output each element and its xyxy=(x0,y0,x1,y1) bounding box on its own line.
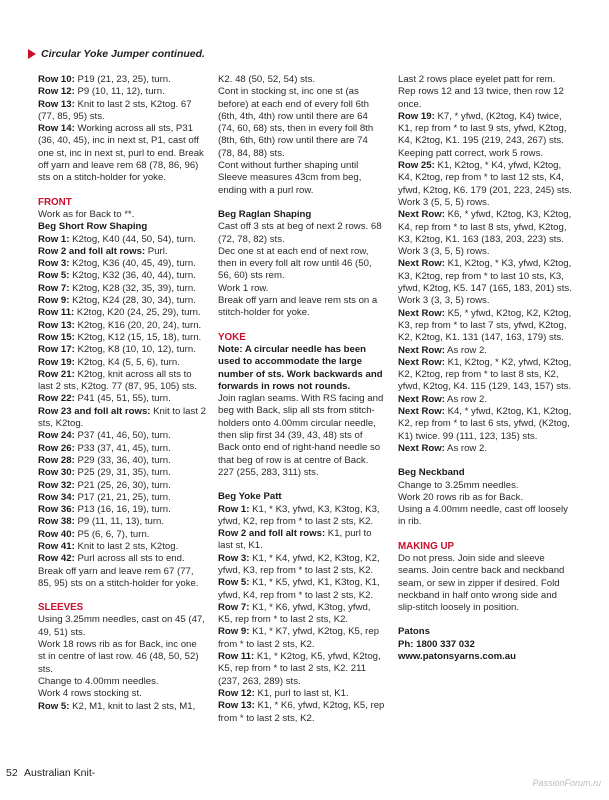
paragraph xyxy=(38,246,206,258)
paragraph xyxy=(38,234,206,246)
paragraph-label: Row 21: xyxy=(38,368,75,380)
paragraph xyxy=(398,111,574,148)
paragraph-text: P17 (21, 21, 25), turn. xyxy=(74,491,171,503)
paragraph-text: Work 4 rows stocking st. xyxy=(38,688,142,700)
paragraph-text: K2tog, knit across all sts to last 2 sts, K2tog. 77 (87, 95, 105) sts. xyxy=(38,368,197,393)
watermark: PassionForum.ru xyxy=(532,778,601,788)
paragraph-label: Row 7: xyxy=(38,282,70,294)
page-footer xyxy=(6,767,95,779)
paragraph xyxy=(38,455,206,467)
paragraph-text: P19 (21, 23, 25), turn. xyxy=(74,74,171,85)
paragraph xyxy=(218,577,386,602)
paragraph-text: K6, * yfwd, K2tog, K3, K2tog, K4, rep from * to last 8 sts, yfwd, K2tog, K3, K2tog, K1. 163 (183, 203, 223) sts. xyxy=(398,209,572,245)
paragraph-label: Row 9: xyxy=(218,626,250,638)
paragraph-label: Row 15: xyxy=(38,331,75,343)
paragraph xyxy=(38,480,206,492)
paragraph-label: Row 11: xyxy=(38,307,75,319)
paragraph xyxy=(38,86,206,98)
paragraph-label: www.patonsyarns.com.au xyxy=(398,651,516,663)
paragraph-label: Row 38: xyxy=(38,516,75,528)
paragraph-label: Row 2 and foll alt rows: xyxy=(38,245,146,257)
paragraph-text: K2tog, K32 (36, 40, 44), turn. xyxy=(69,270,196,282)
paragraph xyxy=(38,516,206,528)
paragraph xyxy=(398,345,574,357)
triangle-bullet-icon xyxy=(28,49,36,59)
paragraph xyxy=(398,308,574,345)
paragraph xyxy=(38,430,206,442)
paragraph-label: Row 5: xyxy=(38,700,70,712)
paragraph-label: Note: A circular needle has been used to accommodate the large number of sts. Work backwards and forwards in rows not rounds. xyxy=(218,343,383,392)
paragraph xyxy=(38,74,206,86)
paragraph-label: Row 30: xyxy=(38,467,75,479)
paragraph-text: Dec one st at each end of next row, then in every foll alt row until 46 (50, 56, 60) sts rem. xyxy=(218,245,372,282)
paragraph-text: K4, * yfwd, K2tog, K1, K2tog, K2, rep from * to last 6 sts, yfwd, (K2tog, K1) twice. 99 (111, 123, 135) sts. xyxy=(398,406,572,442)
paragraph xyxy=(218,651,386,688)
paragraph-text: K2tog, K12 (15, 15, 18), turn. xyxy=(74,331,202,343)
paragraph-text: Using a 4.00mm needle, cast off loosely in rib. xyxy=(398,504,568,528)
subheading xyxy=(218,209,386,221)
paragraph-label: Next Row: xyxy=(398,209,445,221)
paragraph-label: Next Row: xyxy=(398,406,445,418)
paragraph xyxy=(38,553,206,590)
paragraph xyxy=(218,688,386,700)
paragraph-text: K1, purl to last st, K1. xyxy=(218,528,372,552)
paragraph-text: Change to 3.25mm needles. xyxy=(398,479,519,491)
paragraph xyxy=(218,626,386,651)
paragraph xyxy=(38,701,206,713)
paragraph xyxy=(398,357,574,394)
paragraph-text: Cont without further shaping until Sleeve measures 43cm from beg, ending with a purl row. xyxy=(218,160,362,196)
paragraph-label: Row 5: xyxy=(38,270,70,282)
paragraph xyxy=(38,99,206,124)
paragraph xyxy=(38,492,206,504)
paragraph-label: Row 7: xyxy=(218,601,250,613)
paragraph-text: Knit to last 2 sts, K2tog. 67 (77, 85, 95) sts. xyxy=(38,98,192,122)
paragraph-label: Row 41: xyxy=(38,540,75,552)
paragraph-label: Row 19: xyxy=(398,110,435,122)
paragraph-label: Row 42: xyxy=(38,553,75,565)
paragraph-text: Work 1 row. xyxy=(218,282,269,294)
paragraph-text: K2tog, K8 (10, 10, 12), turn. xyxy=(74,344,196,356)
subheading-text: Patons xyxy=(398,626,430,638)
paragraph xyxy=(38,369,206,394)
paragraph xyxy=(38,467,206,479)
subheading-text: Beg Yoke Patt xyxy=(218,491,282,503)
paragraph-label: Next Row: xyxy=(398,307,445,319)
paragraph-label: Row 14: xyxy=(38,123,75,135)
paragraph-text: Do not press. Join side and sleeve seams. Join centre back and neckband seam, or sew in zipper if desired. Fold neckband in half onto wrong side and slip-stitch loosely in position. xyxy=(398,552,565,614)
paragraph-text: K1, K2tog, * K2, yfwd, K2tog, K2, K2tog, rep from * to last 8 sts, K2, yfwd, K2tog, K4. 115 (129, 143, 157) sts. xyxy=(398,356,572,393)
paragraph-text: As row 2. xyxy=(444,393,488,405)
column-2 xyxy=(218,74,386,725)
paragraph xyxy=(218,528,386,553)
paragraph xyxy=(38,307,206,319)
paragraph-text: As row 2. xyxy=(444,344,488,356)
paragraph-text: K2. 48 (50, 52, 54) sts. xyxy=(218,74,316,85)
paragraph-text: K2tog, K16 (20, 20, 24), turn. xyxy=(74,319,202,331)
paragraph xyxy=(38,443,206,455)
paragraph-label: Row 3: xyxy=(38,258,70,270)
paragraph-text: Cast off 3 sts at beg of next 2 rows. 68 (72, 78, 82) sts. xyxy=(218,221,382,245)
paragraph-text: Join raglan seams. With RS facing and beg with Back, slip all sts from stitch-holders onto 4.00mm circular needle, then slip first 34 (39, 43, 48) sts of Back onto end of right-hand needle so that beg of row is at centre of Back. 227 (255, 283, 311) sts. xyxy=(218,393,384,478)
paragraph xyxy=(218,504,386,529)
subheading xyxy=(218,491,386,503)
paragraph xyxy=(398,197,574,209)
paragraph-text: Work 20 rows rib as for Back. xyxy=(398,491,524,503)
paragraph-text: K2tog, K4 (5, 5, 6), turn. xyxy=(74,356,180,368)
paragraph xyxy=(398,492,574,504)
paragraph-label: Row 3: xyxy=(218,552,250,564)
paragraph-label: Row 24: xyxy=(38,430,75,442)
paragraph-label: Next Row: xyxy=(398,344,445,356)
paragraph-label: Row 34: xyxy=(38,491,75,503)
paragraph-text: K7, * yfwd, (K2tog, K4) twice, K1, rep from * to last 9 sts, yfwd, K2tog, K4, K2tog, K1. 195 (219, 243, 267) sts. xyxy=(398,110,567,147)
paragraph-label: Row 13: xyxy=(38,98,75,110)
paragraph xyxy=(38,258,206,270)
paragraph xyxy=(398,394,574,406)
paragraph xyxy=(218,553,386,578)
paragraph-text: Knit to last 2 sts, K2tog. xyxy=(74,540,179,552)
subheading-text: Beg Raglan Shaping xyxy=(218,208,312,220)
paragraph-text: As row 2. xyxy=(444,442,488,454)
paragraph-label: Next Row: xyxy=(398,356,445,368)
paragraph xyxy=(38,344,206,356)
paragraph xyxy=(398,209,574,246)
paragraph xyxy=(398,246,574,258)
paragraph xyxy=(38,320,206,332)
paragraph-text: K2tog, K40 (44, 50, 54), turn. xyxy=(69,233,196,245)
paragraph xyxy=(38,332,206,344)
paragraph-text: K2, M1, knit to last 2 sts, M1, xyxy=(69,700,196,712)
paragraph xyxy=(398,74,574,111)
paragraph-label: Row 10: xyxy=(38,74,75,85)
paragraph xyxy=(38,639,206,676)
section-heading: SLEEVES xyxy=(38,602,84,614)
paragraph-text: K1, * K7, yfwd, K2tog, K5, rep from * to last 2 sts, K2. xyxy=(218,626,380,650)
column-3 xyxy=(398,74,574,663)
paragraph xyxy=(398,258,574,295)
paragraph-text: P5 (6, 6, 7), turn. xyxy=(74,528,150,540)
paragraph-text: Last 2 rows place eyelet patt for rem. Rep rows 12 and 13 twice, then row 12 once. xyxy=(398,74,564,110)
paragraph-label: Row 13: xyxy=(218,700,255,712)
subheading xyxy=(398,626,574,638)
paragraph-text: K1, purl to last st, K1. xyxy=(254,687,349,699)
paragraph xyxy=(38,270,206,282)
paragraph-text: K1, * K6, yfwd, K2tog, K5, rep from * to last 2 sts, K2. xyxy=(218,700,385,724)
paragraph xyxy=(38,529,206,541)
magazine-name: Australian Knit- xyxy=(24,767,96,779)
paragraph xyxy=(38,504,206,516)
paragraph-label: Row 23 and foll alt rows: xyxy=(38,405,151,417)
paragraph-label: Row 17: xyxy=(38,344,75,356)
paragraph-label: Row 2 and foll alt rows: xyxy=(218,528,326,540)
paragraph-label: Beg Short Row Shaping xyxy=(38,221,148,233)
paragraph-text: K2tog, K24 (28, 30, 34), turn. xyxy=(69,295,196,307)
paragraph-text: Work 3 (5, 5, 5) rows. xyxy=(398,196,490,208)
section-heading: FRONT xyxy=(38,196,72,208)
paragraph-label: Row 1: xyxy=(218,503,250,515)
paragraph-text: P41 (45, 51, 55), turn. xyxy=(74,393,171,405)
paragraph xyxy=(218,602,386,627)
paragraph xyxy=(38,221,206,233)
paragraph-text: K2tog, K36 (40, 45, 49), turn. xyxy=(69,258,196,270)
paragraph-text: K1, * K2tog, K5, yfwd, K2tog, K5, rep from * to last 2 sts, K2. 211 (237, 263, 289) sts. xyxy=(218,651,381,687)
paragraph-text: K1, * K3, yfwd, K3, K3tog, K3, yfwd, K2, rep from * to last 2 sts, K2. xyxy=(218,503,380,527)
paragraph-text: Work as for Back to **. xyxy=(38,208,135,220)
paragraph-label: Row 11: xyxy=(218,651,255,663)
paragraph-text: K1, * K4, yfwd, K2, K3tog, K2, yfwd, K3, rep from * to last 2 sts, K2. xyxy=(218,552,380,576)
paragraph-text: P9 (10, 11, 12), turn. xyxy=(74,86,165,98)
paragraph xyxy=(218,74,386,86)
paragraph xyxy=(38,295,206,307)
paragraph xyxy=(398,480,574,492)
paragraph-label: Row 13: xyxy=(38,319,75,331)
paragraph-text: Change to 4.00mm needles. xyxy=(38,675,159,687)
paragraph-label: Row 25: xyxy=(398,160,435,172)
paragraph-text: K2tog, K28 (32, 35, 39), turn. xyxy=(69,282,196,294)
paragraph xyxy=(38,676,206,688)
paragraph xyxy=(398,443,574,455)
paragraph-label: Ph: 1800 337 032 xyxy=(398,638,475,650)
paragraph-text: Work 3 (3, 5, 5) rows. xyxy=(398,246,490,258)
paragraph-label: Row 19: xyxy=(38,356,75,368)
paragraph-label: Row 36: xyxy=(38,504,75,516)
paragraph xyxy=(398,504,574,529)
paragraph xyxy=(218,246,386,283)
paragraph-text: K1, K2tog, * K3, yfwd, K2tog, K3, K2tog, rep from * to last 10 sts, K3, yfwd, K2tog, K5. 147 (165, 183, 201) sts. xyxy=(398,258,572,295)
paragraph-text: Work 3 (3, 3, 5) rows. xyxy=(398,295,490,307)
section-heading: MAKING UP xyxy=(398,540,455,552)
paragraph xyxy=(38,209,206,221)
paragraph-text: P13 (16, 16, 19), turn. xyxy=(74,504,171,516)
paragraph-label: Row 12: xyxy=(218,687,255,699)
paragraph xyxy=(398,295,574,307)
paragraph-text: K5, * yfwd, K2tog, K2, K2tog, K3, rep from * to last 7 sts, yfwd, K2tog, K2, K2tog, K1. 131 (147, 163, 179) sts. xyxy=(398,307,572,344)
paragraph-text: K1, * K5, yfwd, K1, K3tog, K1, yfwd, K4, rep from * to last 2 sts, K2. xyxy=(218,577,380,601)
paragraph-text: Work 18 rows rib as for Back, inc one st in centre of last row. 46 (48, 50, 52) sts. xyxy=(38,639,199,675)
paragraph-text: Cont in stocking st, inc one st (as before) at each end of every foll 6th (6th, 4th, 4th) row until there are 64 (74, 60, 68) sts, then in every foll 8th (8th, 6th, 6th) row until there are 74 (78, 84, 88) sts. xyxy=(218,86,374,159)
paragraph xyxy=(218,221,386,246)
paragraph-text: Purl across all sts to end. Break off yarn and leave rem 67 (77, 85, 95) sts on a stitch-holder for yoke. xyxy=(38,553,199,589)
paragraph-label: Row 32: xyxy=(38,479,75,491)
paragraph-text: P37 (41, 46, 50), turn. xyxy=(74,430,171,442)
paragraph xyxy=(38,541,206,553)
paragraph xyxy=(218,283,386,295)
paragraph xyxy=(218,700,386,725)
paragraph xyxy=(38,357,206,369)
paragraph xyxy=(218,344,386,393)
paragraph xyxy=(398,639,574,651)
paragraph-text: P21 (25, 26, 30), turn. xyxy=(74,479,171,491)
paragraph-text: P25 (29, 31, 35), turn. xyxy=(74,467,171,479)
paragraph xyxy=(38,406,206,431)
paragraph-text: Working across all sts, P31 (36, 40, 45), inc in next st, P1, cast off one st, inc in next st, purl to end. Break off yarn and leave rem 68 (78, 86, 96) sts on a stitch-holder for yoke. xyxy=(38,123,204,184)
page-title: Circular Yoke Jumper continued. xyxy=(41,48,205,60)
paragraph-label: Row 9: xyxy=(38,295,70,307)
paragraph-text: Break off yarn and leave rem sts on a stitch-holder for yoke. xyxy=(218,295,378,319)
paragraph-label: Row 22: xyxy=(38,393,75,405)
paragraph-text: K2tog, K20 (24, 25, 29), turn. xyxy=(74,307,201,319)
paragraph xyxy=(38,614,206,639)
paragraph-label: Row 12: xyxy=(38,86,75,98)
paragraph-label: Row 5: xyxy=(218,577,250,589)
paragraph-text: P33 (37, 41, 45), turn. xyxy=(74,442,171,454)
paragraph-label: Next Row: xyxy=(398,393,445,405)
subheading-text: Beg Neckband xyxy=(398,467,465,479)
paragraph-text: Knit to last 2 sts, K2tog. xyxy=(38,405,206,430)
paragraph xyxy=(218,86,386,160)
paragraph xyxy=(38,283,206,295)
paragraph-text: P29 (33, 36, 40), turn. xyxy=(74,454,171,466)
paragraph-label: Next Row: xyxy=(398,442,445,454)
paragraph xyxy=(398,651,574,663)
paragraph-text: K1, * K6, yfwd, K3tog, yfwd, K5, rep from * to last 2 sts, K2. xyxy=(218,601,371,626)
paragraph-text: K1, K2tog, * K4, yfwd, K2tog, K4, K2tog, rep from * to last 12 sts, K4, yfwd, K2tog, K6. 179 (201, 223, 245) sts. xyxy=(398,160,572,196)
paragraph xyxy=(38,688,206,700)
paragraph xyxy=(218,393,386,479)
paragraph xyxy=(218,160,386,197)
paragraph-text: Using 3.25mm needles, cast on 45 (47, 49, 51) sts. xyxy=(38,614,205,638)
page-number: 52 xyxy=(6,767,18,779)
paragraph xyxy=(38,123,206,184)
section-heading: YOKE xyxy=(218,331,246,343)
paragraph-label: Row 28: xyxy=(38,454,75,466)
paragraph xyxy=(398,148,574,160)
paragraph-label: Next Row: xyxy=(398,258,445,270)
page-header xyxy=(28,48,205,60)
paragraph xyxy=(398,406,574,443)
paragraph-label: Row 40: xyxy=(38,528,75,540)
paragraph xyxy=(38,393,206,405)
paragraph xyxy=(398,553,574,614)
paragraph-label: Row 26: xyxy=(38,442,75,454)
paragraph-text: Purl. xyxy=(145,245,168,257)
paragraph-text: P9 (11, 11, 13), turn. xyxy=(74,516,165,528)
paragraph xyxy=(218,295,386,320)
subheading xyxy=(398,467,574,479)
column-1 xyxy=(38,74,206,713)
paragraph xyxy=(398,160,574,197)
paragraph-label: Row 1: xyxy=(38,233,70,245)
paragraph-text: Keeping patt correct, work 5 rows. xyxy=(398,147,544,159)
